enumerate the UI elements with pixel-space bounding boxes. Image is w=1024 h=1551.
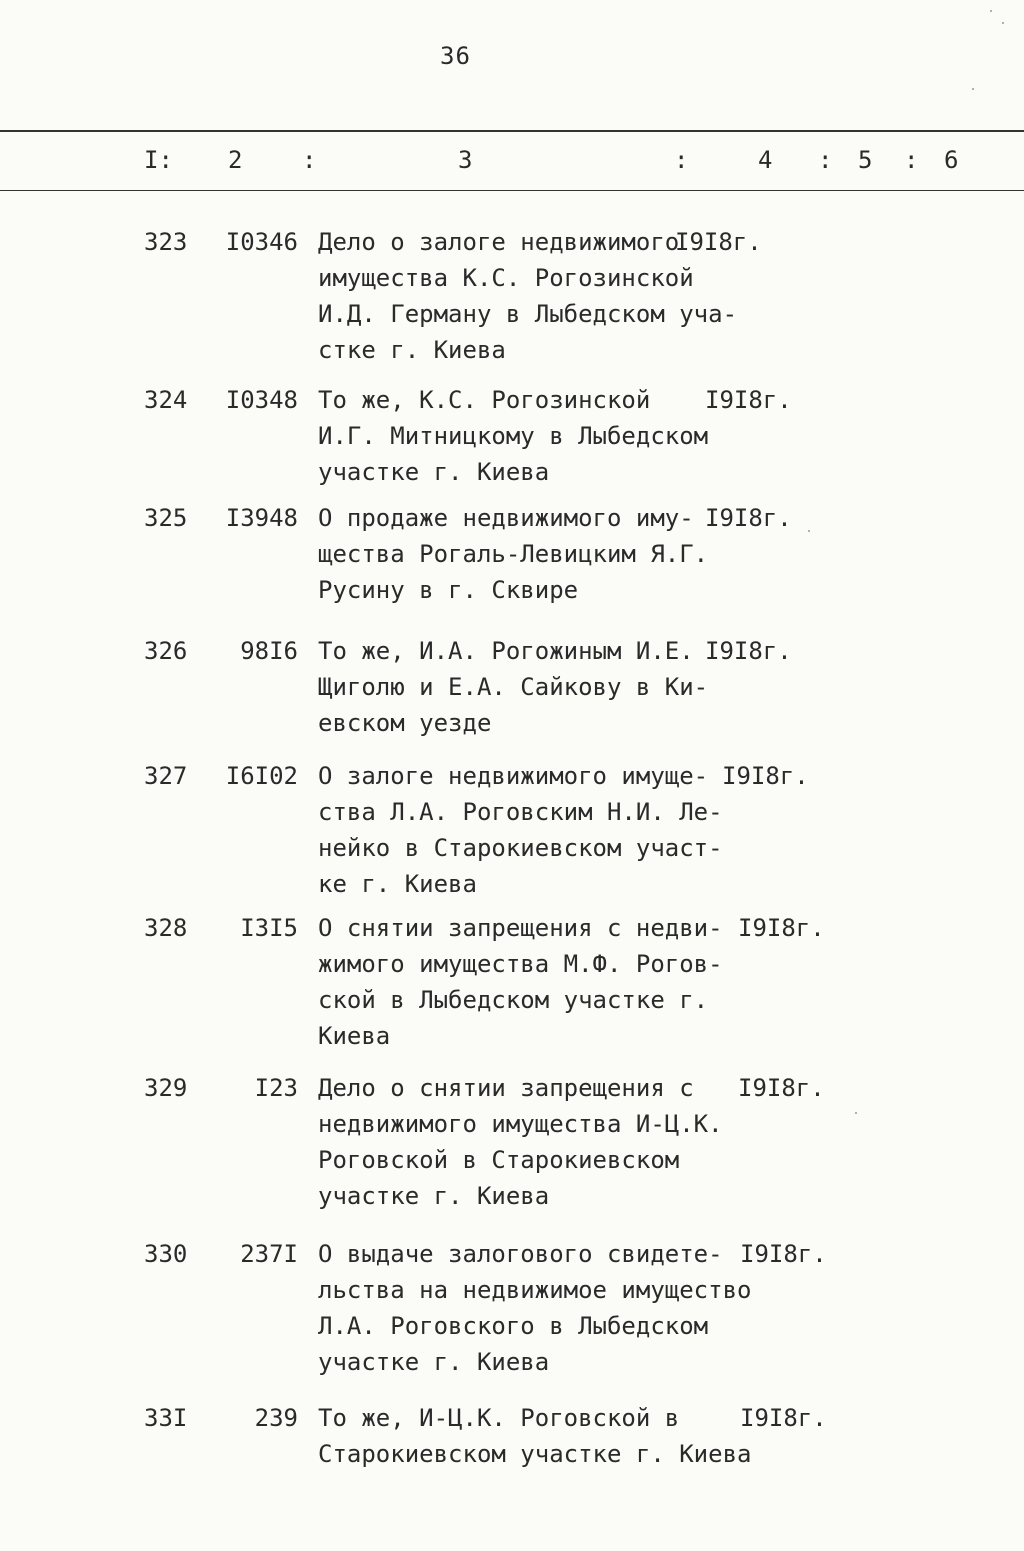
row-code: I0348 — [225, 386, 298, 414]
scan-speck — [972, 88, 974, 90]
row-number: 326 — [144, 637, 188, 665]
row-code: 98I6 — [240, 637, 298, 665]
row-number: 328 — [144, 914, 188, 942]
description-line: щества Рогаль-Левицким Я.Г. — [318, 540, 709, 568]
row-description — [318, 1400, 752, 1472]
row-description — [318, 910, 748, 1054]
page-number: 36 — [440, 42, 471, 70]
row-number: 323 — [144, 228, 188, 256]
description-line: участке г. Киева — [318, 458, 550, 486]
column-header-6: 6 — [944, 146, 959, 174]
row-year: I9I8г. — [740, 1404, 827, 1432]
header-rule-top — [0, 130, 1024, 132]
column-separator: : — [904, 146, 919, 174]
scan-speck — [990, 10, 992, 12]
row-year: I9I8г. — [675, 228, 762, 256]
description-line: Щиголю и Е.А. Сайкову в Ки- — [318, 673, 709, 701]
row-code: I0346 — [225, 228, 298, 256]
column-header-4: 4 — [758, 146, 773, 174]
row-description — [318, 1070, 748, 1214]
column-header-5: 5 — [858, 146, 873, 174]
description-line: ства Л.А. Роговским Н.И. Ле- — [318, 798, 723, 826]
row-description — [318, 633, 748, 741]
row-year: I9I8г. — [738, 914, 825, 942]
description-line: Л.А. Роговского в Лыбедском — [318, 1312, 709, 1340]
row-number: 327 — [144, 762, 188, 790]
description-line: О снятии запрещения с недви- — [318, 914, 723, 942]
header-rule-bottom — [0, 190, 1024, 191]
column-separator: : — [674, 146, 689, 174]
description-line: То же, И-Ц.К. Роговской в — [318, 1404, 680, 1432]
row-code: 239 — [254, 1404, 298, 1432]
row-code: I6I02 — [225, 762, 298, 790]
description-line: недвижимого имущества И-Ц.К. — [318, 1110, 723, 1138]
scan-speck — [808, 530, 810, 532]
row-code: I3948 — [225, 504, 298, 532]
row-year: I9I8г. — [705, 504, 792, 532]
description-line: То же, К.С. Рогозинской — [318, 386, 651, 414]
row-code: I23 — [254, 1074, 298, 1102]
row-year: I9I8г. — [705, 386, 792, 414]
row-code: 237I — [240, 1240, 298, 1268]
description-line: И.Г. Митницкому в Лыбедском — [318, 422, 709, 450]
description-line: ской в Лыбедском участке г. — [318, 986, 709, 1014]
description-line: Старокиевском участке г. Киева — [318, 1440, 752, 1468]
description-line: Дело о залоге недвижимого — [318, 228, 680, 256]
description-line: имущества К.С. Рогозинской — [318, 264, 694, 292]
description-line: То же, И.А. Рогожиным И.Е. — [318, 637, 694, 665]
column-header-row — [0, 146, 1024, 178]
description-line: льства на недвижимое имущество — [318, 1276, 752, 1304]
row-code: I3I5 — [240, 914, 298, 942]
row-year: I9I8г. — [740, 1240, 827, 1268]
description-line: О продаже недвижимого иму- — [318, 504, 694, 532]
row-year: I9I8г. — [705, 637, 792, 665]
scan-speck — [855, 1112, 857, 1114]
row-number: 324 — [144, 386, 188, 414]
description-line: О выдаче залогового свидете- — [318, 1240, 723, 1268]
description-line: ке г. Киева — [318, 870, 477, 898]
row-description — [318, 1236, 752, 1380]
description-line: участке г. Киева — [318, 1182, 550, 1210]
row-number: 330 — [144, 1240, 188, 1268]
row-year: I9I8г. — [738, 1074, 825, 1102]
description-line: стке г. Киева — [318, 336, 506, 364]
description-line: участке г. Киева — [318, 1348, 550, 1376]
row-number: 329 — [144, 1074, 188, 1102]
description-line: Дело о снятии запрещения с — [318, 1074, 694, 1102]
row-year: I9I8г. — [722, 762, 809, 790]
description-line: Русину в г. Сквире — [318, 576, 579, 604]
column-separator: : — [302, 146, 317, 174]
row-number: 33I — [144, 1404, 188, 1432]
row-description — [318, 758, 748, 902]
scan-speck — [1002, 22, 1004, 24]
row-number: 325 — [144, 504, 188, 532]
column-separator: : — [818, 146, 833, 174]
row-description — [318, 382, 748, 490]
column-header-2: 2 — [228, 146, 243, 174]
description-line: жимого имущества М.Ф. Рогов- — [318, 950, 723, 978]
column-header-1: I: — [144, 146, 173, 174]
description-line: евском уезде — [318, 709, 492, 737]
description-line: Роговской в Старокиевском — [318, 1146, 680, 1174]
column-header-3: 3 — [458, 146, 473, 174]
description-line: И.Д. Герману в Лыбедском уча- — [318, 300, 738, 328]
row-description — [318, 500, 748, 608]
description-line: Киева — [318, 1022, 391, 1050]
description-line: нейко в Старокиевском участ- — [318, 834, 723, 862]
description-line: О залоге недвижимого имуще- — [318, 762, 709, 790]
